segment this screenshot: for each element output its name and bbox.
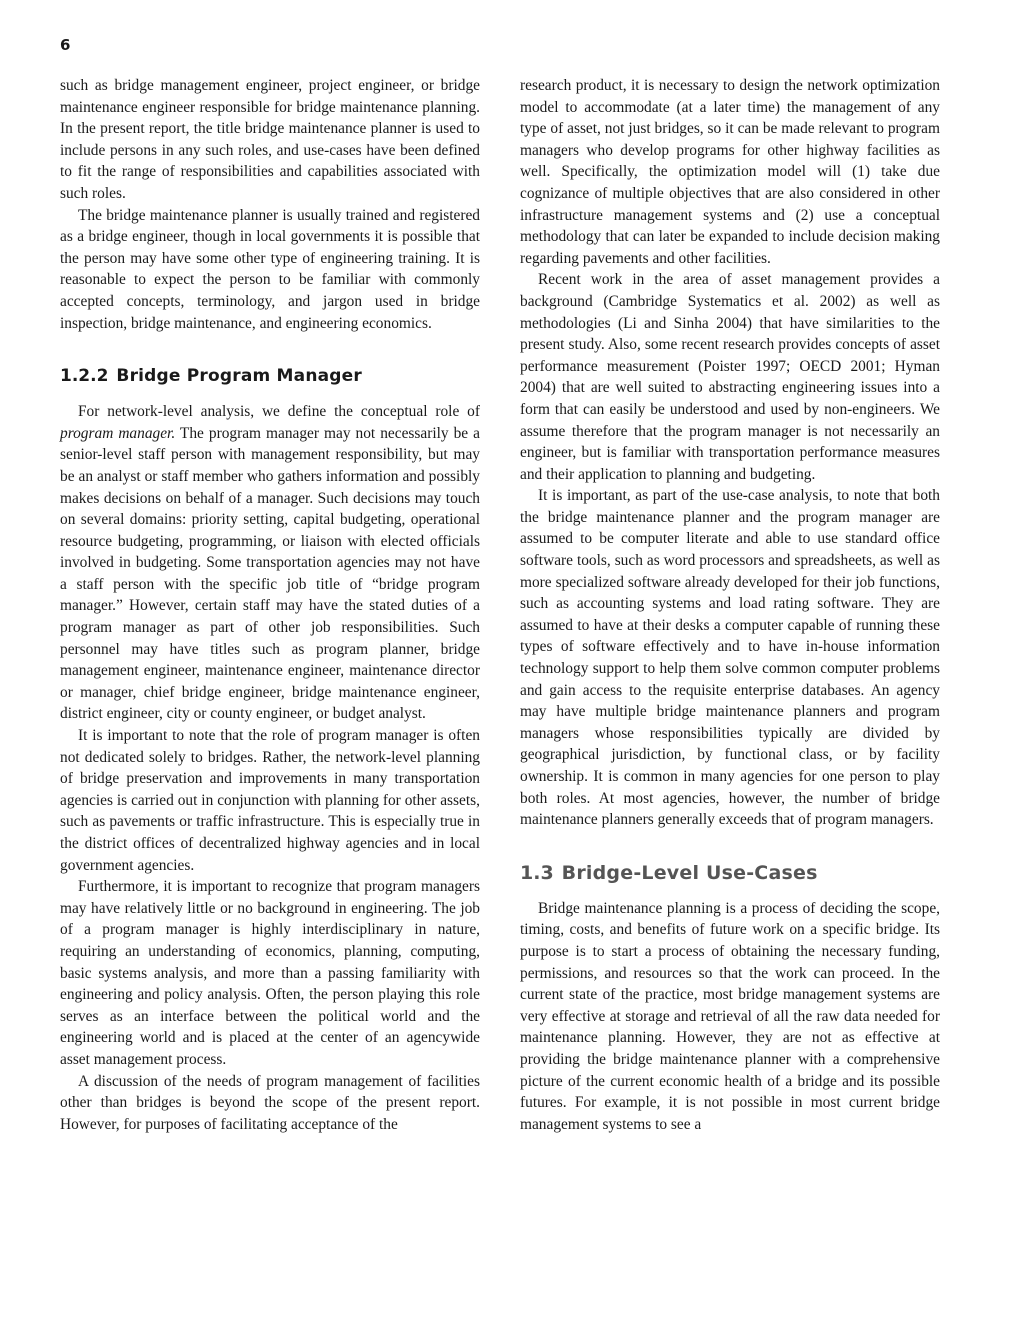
paragraph bbox=[60, 401, 480, 725]
paragraph: Recent work in the area of asset management provides a background (Cambridge Systematics et al. 2002) as well as methodologies (Li and Sinha 2004) that have similarities to the present study. Also, some recent research provides concepts of asset performance measurement (Poister 1997; OECD 2001; Hyman 2004) that are well suited to abstracting engineering issues into a form that can easily be understood and used by non-engineers. We assume therefore that the program manager is not necessarily an engineer, but is familiar with transportation performance measures and their application to planning and budgeting. bbox=[520, 271, 940, 483]
section-number: 1.2.2 bbox=[60, 366, 109, 387]
paragraph: A discussion of the needs of program management of facilities other than bridges is beyond the scope of the present report. However, for purposes of facilitating acceptance of the bbox=[60, 1072, 480, 1133]
section-title: Bridge-Level Use-Cases bbox=[561, 861, 818, 884]
section-heading-1-3 bbox=[520, 862, 940, 884]
page-number: 6 bbox=[60, 36, 71, 54]
paragraph: research product, it is necessary to design the network optimization model to accommodate (at a later time) the management of any type of asset, not just bridges, so it can be made relevant to program managers who develop programs for other highway facilities as well. Specifically, the optimization model will (1) take due cognizance of multiple objectives that are also considered in other infrastructure management systems and (2) use a conceptual methodology that can later be expanded to include decision making regarding pavements and other facilities. bbox=[520, 77, 940, 267]
paragraph: Bridge maintenance planning is a process of deciding the scope, timing, costs, and benefits of future work on a specific bridge. Its purpose is to start a process of obtaining the necessary funding, permissions, and resources so that the work can proceed. In the current state of the practice, most bridge management systems are very effective at storage and retrieval of all the raw data needed for maintenance planning. However, they are not as effective at providing the bridge maintenance planner with a comprehensive picture of the current economic health of a bridge and its possible futures. For example, it is not possible in most current bridge management systems to see a bbox=[520, 899, 940, 1133]
paragraph: It is important, as part of the use-case analysis, to note that both the bridge maintenance planner and the program manager are assumed to be computer literate and able to use standard office software tools, such as word processors and spreadsheets, as well as more specialized software already developed for their job functions, such as accounting systems and load rating software. They are assumed to have at their desks a computer capable of running these types of software effectively and to have in-house information technology support to help them solve common computer problems and gain access to the requisite enterprise databases. An agency may have multiple bridge maintenance planners and program managers whose responsibilities typically are divided by geographical jurisdiction, by functional class, or by facility ownership. It is common in many agencies for one person to play both roles. At most agencies, however, the number of bridge maintenance planners generally exceeds that of program managers. bbox=[520, 487, 940, 829]
section-heading-1-2-2 bbox=[60, 365, 480, 387]
emphasis-term: program manager. bbox=[60, 424, 176, 442]
paragraph: such as bridge management engineer, project engineer, or bridge maintenance engineer responsible for bridge maintenance planning. In the present report, the title bridge maintenance planner is used to include persons in any such roles, and use-cases have been defined to fit the range of responsibilities and capabilities associated with such roles. bbox=[60, 77, 480, 202]
paragraph: Furthermore, it is important to recognize that program managers may have relatively little or no background in engineering. The job of a program manager is highly interdisciplinary in nature, requiring an understanding of economics, planning, computing, basic systems analysis, and more than a passing familiarity with engineering and policy analysis. Often, the person playing this role serves as an interface between the political world and the engineering world and is placed at the center of an agencywide asset management process. bbox=[60, 878, 480, 1068]
paragraph: It is important to note that the role of program manager is often not dedicated solely to bridges. Rather, the network-level planning of bridge preservation and improvements in many transportation agencies is carried out in conjunction with planning for other assets, such as pavements or traffic infrastructure. This is especially true in the district offices of decentralized highway agencies and in local government agencies. bbox=[60, 727, 480, 874]
paragraph-text: For network-level analysis, we define the conceptual role of bbox=[78, 403, 480, 421]
paragraph: The bridge maintenance planner is usually trained and registered as a bridge engineer, though in local governments it is possible that the person may have some other type of engineering training. It is reasonable to expect the person to be familiar with commonly accepted concepts, terminology, and jargon used in bridge inspection, bridge maintenance, and engineering economics. bbox=[60, 206, 480, 332]
paragraph-text: The program manager may not necessarily be a senior-level staff person with management responsibility, but may be an analyst or staff member who gathers information and possibly makes decisions on behalf of a manager. Such decisions may touch on several domains: priority setting, capital budgeting, operational resource budgeting, programming, or liaison with elected officials involved in budgeting. Some transportation agencies may not have a staff person with the specific job title of “bridge program manager.” However, certain staff may have the stated duties of a program manager as part of other job responsibilities. Such personnel may have titles such as program planner, bridge management engineer, maintenance engineer, maintenance director or manager, chief bridge engineer, bridge maintenance engineer, district engineer, city or county engineer, or budget analyst. bbox=[60, 424, 480, 723]
right-column bbox=[520, 75, 940, 1135]
section-title: Bridge Program Manager bbox=[116, 366, 362, 387]
section-number: 1.3 bbox=[520, 861, 554, 884]
left-column bbox=[60, 75, 480, 1135]
